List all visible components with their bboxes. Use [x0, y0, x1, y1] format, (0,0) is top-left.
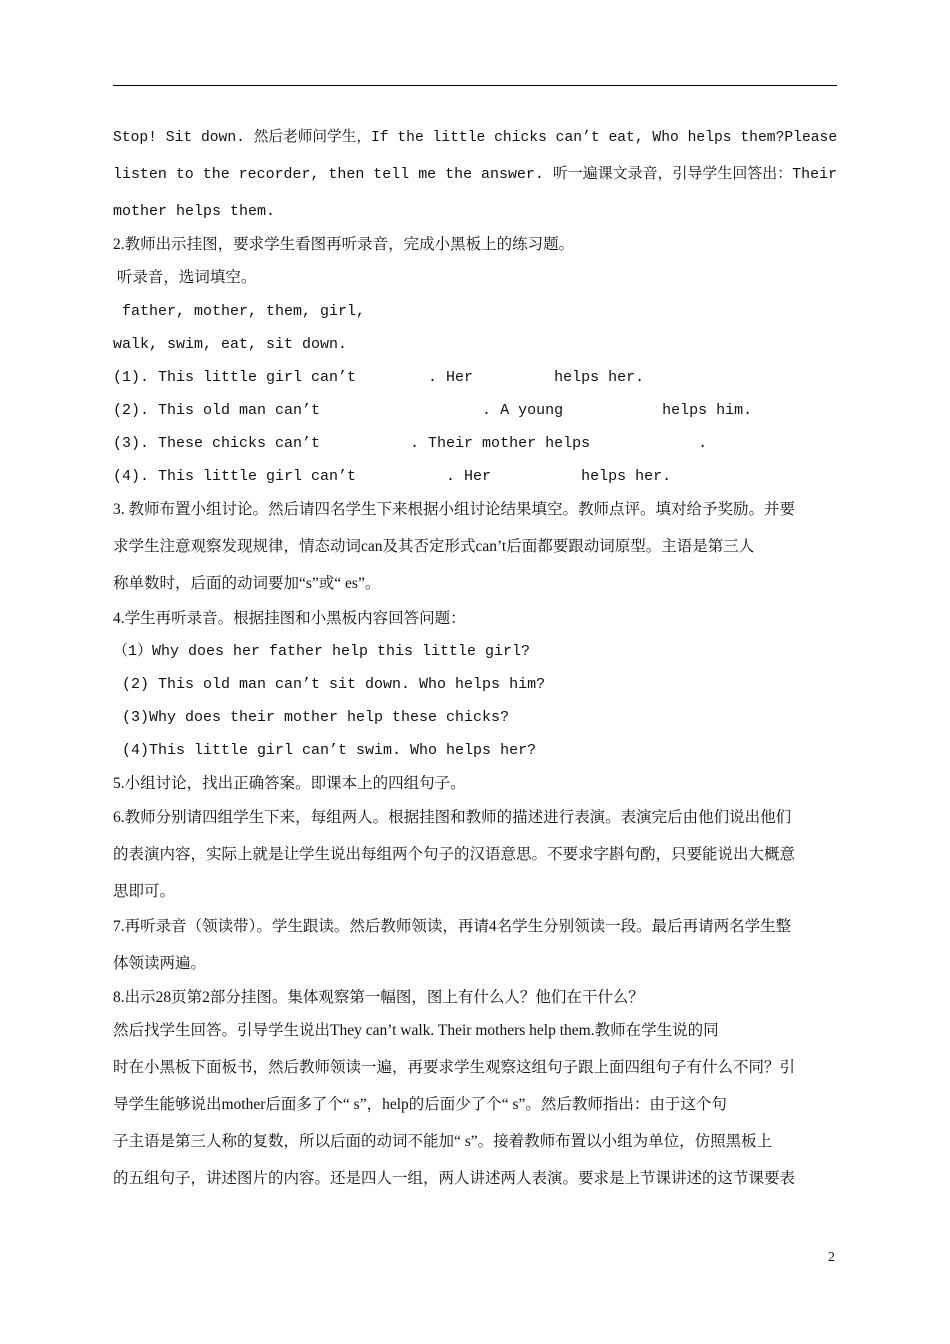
exercise-1: (1). This little girl can’t . Her helps her. — [113, 369, 645, 386]
text-line-15: 4.学生再听录音。根据挂图和小黑板内容回答问题： — [113, 610, 466, 627]
text-line-3: mother helps them. — [113, 203, 276, 220]
text-line-31: 的五组句子，讲述图片的内容。还是四人一组，两人讲述两人表演。要求是上节课讲述的这节课要表 — [113, 1170, 796, 1187]
text-line-2: listen to the recorder, then tell me the answer. 听一遍课文录音，引导学生回答出：Their — [113, 166, 838, 183]
text-line-12: 3. 教师布置小组讨论。然后请四名学生下来根据小组讨论结果填空。教师点评。填对给予奖励。并要 — [113, 501, 796, 518]
question-4: (4)This little girl can’t swim. Who helps her? — [113, 742, 537, 759]
text-line-26: 8.出示28页第2部分挂图。集体观察第一幅图，图上有什么人？他们在干什么？ — [113, 989, 644, 1006]
text-line-13: 求学生注意观察发现规律，情态动词can及其否定形式can’t后面都要跟动词原型。主语是第三人 — [113, 538, 755, 555]
page-number: 2 — [828, 1250, 835, 1265]
text-line-21: 6.教师分别请四组学生下来，每组两人。根据挂图和教师的描述进行表演。表演完后由他们说出他们 — [113, 809, 792, 826]
text-line-20: 5.小组讨论，找出正确答案。即课本上的四组句子。 — [113, 775, 466, 792]
text-line-29: 导学生能够说出mother后面多了个“ s”，help的后面少了个“ s”。然后教师指出：由于这个句 — [113, 1096, 727, 1113]
text-line-6: father, mother, them, girl, — [113, 303, 366, 320]
text-line-14: 称单数时，后面的动词要加“s”或“ es”。 — [113, 575, 381, 592]
question-1: （1）Why does her father help this little girl? — [113, 643, 531, 660]
exercise-3: (3). These chicks can’t . Their mother helps . — [113, 435, 708, 452]
header-rule — [113, 85, 837, 86]
exercise-2: (2). This old man can’t . A young helps him. — [113, 402, 753, 419]
exercise-4: (4). This little girl can’t . Her helps her. — [113, 468, 672, 485]
text-line-27: 然后找学生回答。引导学生说出They can’t walk. Their mothers help them.教师在学生说的同 — [113, 1022, 719, 1039]
question-3: (3)Why does their mother help these chicks? — [113, 709, 510, 726]
text-line-25: 体领读两遍。 — [113, 955, 207, 972]
text-line-1: Stop! Sit down. 然后老师问学生，If the little chicks can’t eat, Who helps them?Please — [113, 129, 838, 146]
text-line-28: 时在小黑板下面板书，然后教师领读一遍，再要求学生观察这组句子跟上面四组句子有什么不同？引 — [113, 1059, 796, 1076]
question-2: (2) This old man can’t sit down. Who helps him? — [113, 676, 546, 693]
text-line-22: 的表演内容，实际上就是让学生说出每组两个句子的汉语意思。不要求字斟句酌，只要能说出大概意 — [113, 846, 796, 863]
text-line-4: 2.教师出示挂图，要求学生看图再听录音，完成小黑板上的练习题。 — [113, 236, 575, 253]
text-line-23: 思即可。 — [113, 883, 176, 900]
text-line-5: 听录音，选词填空。 — [113, 269, 257, 286]
text-line-24: 7.再听录音（领读带）。学生跟读。然后教师领读，再请4名学生分别领读一段。最后再请两名学生整 — [113, 918, 792, 935]
text-line-30: 子主语是第三人称的复数，所以后面的动词不能加“ s”。接着教师布置以小组为单位，仿照黑板上 — [113, 1133, 773, 1150]
text-line-7: walk, swim, eat, sit down. — [113, 336, 348, 353]
